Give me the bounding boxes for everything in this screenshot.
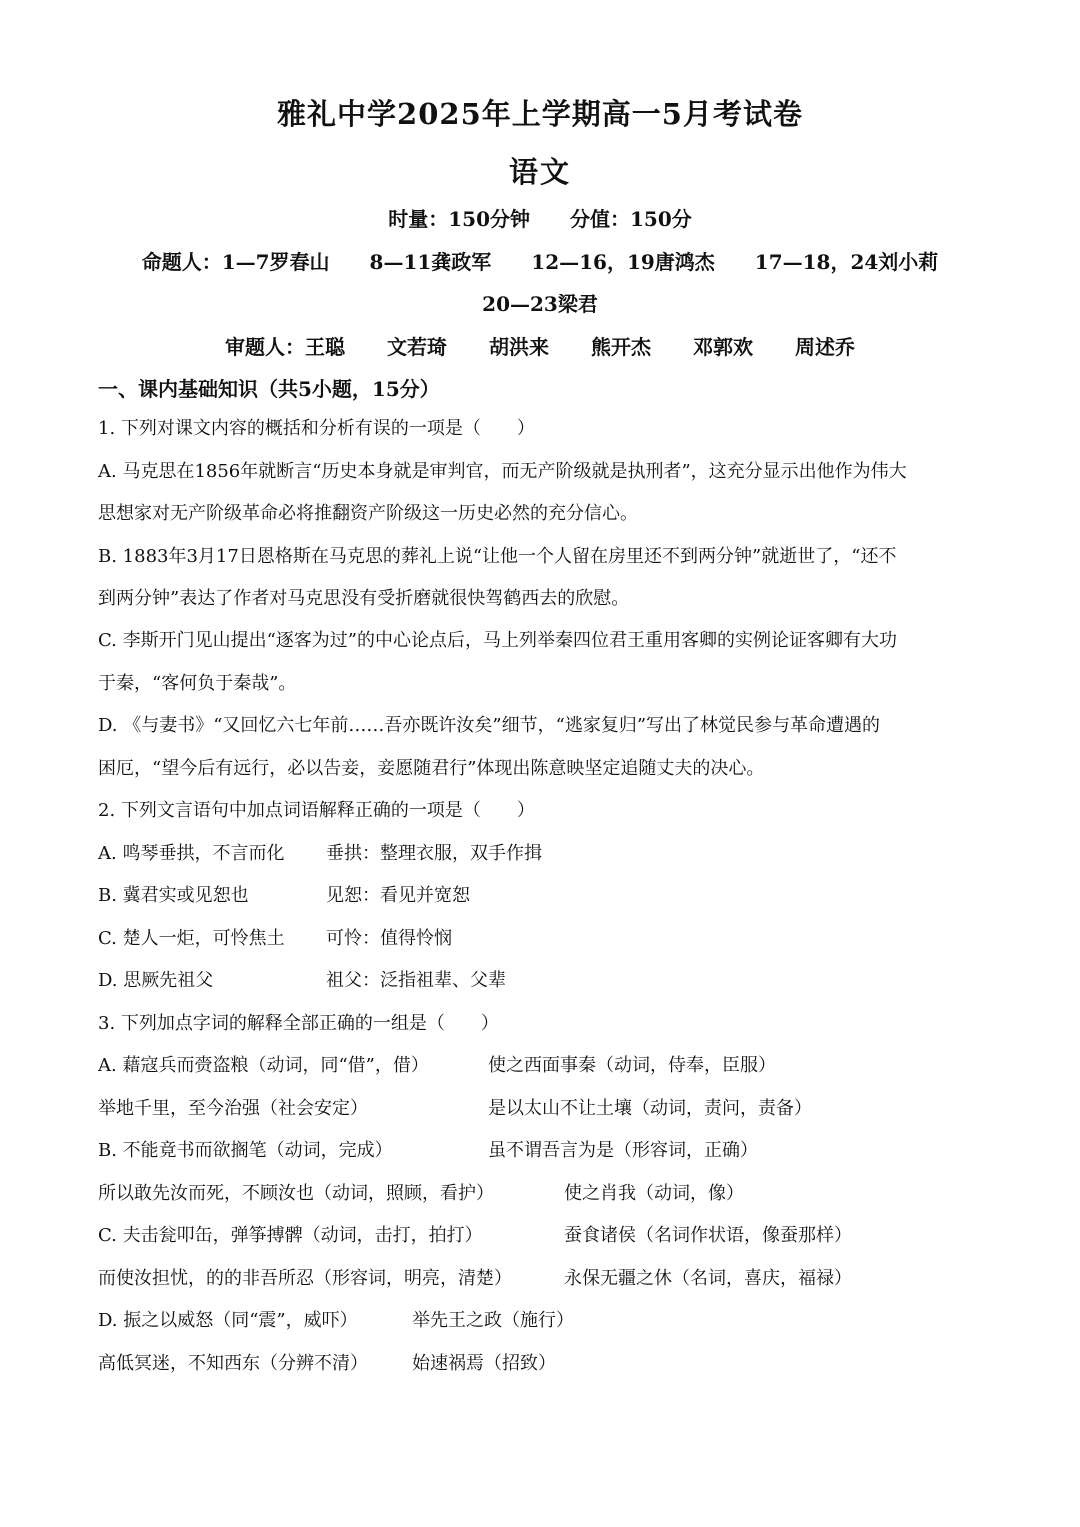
exam-authors-cont: [0, 288, 1080, 317]
q1-option-b: B. 1883年3月17日恩格斯在马克思的葬礼上说“让他一个人留在房里还不到两分钟”就逝世了，“还不: [98, 546, 897, 567]
q3-b-item: B. 不能竟书而欲搁笔（动词，完成）: [98, 1140, 393, 1161]
reviewer: 王聪: [305, 335, 345, 359]
exam-reviewers: [0, 331, 1080, 360]
q1-option-b-cont: 到两分钟”表达了作者对马克思没有受折磨就很快驾鹤西去的欣慰。: [98, 588, 630, 609]
q3-option-a-row1: [98, 1053, 776, 1079]
q1-option-d: D. 《与妻书》“又回忆六七年前……吾亦既许汝矣”细节，“逃家复归”写出了林觉民参与革命遭遇的: [98, 715, 881, 736]
q2-option-d: [98, 968, 506, 994]
question-3-stem: 3. 下列加点字词的解释全部正确的一组是（ ）: [98, 1013, 499, 1034]
authors-label: 命题人：: [141, 250, 222, 274]
q3-option-c-row1: [98, 1223, 852, 1249]
q3-b-item: 虽不谓吾言为是（形容词，正确）: [488, 1140, 758, 1161]
q1-option-a: A. 马克思在1856年就断言“历史本身就是审判官，而无产阶级就是执刑者”，这充分显示出他作为伟大: [98, 461, 907, 482]
q1-option-d-cont: 困厄，“望今后有远行，必以告妾，妾愿随君行”体现出陈意映坚定追随丈夫的决心。: [98, 758, 765, 779]
reviewer: 周述乔: [795, 335, 855, 359]
exam-time-score: [0, 203, 1080, 232]
q3-option-d-row1: [98, 1308, 574, 1334]
exam-title: 雅礼中学2025年上学期高一5月考试卷: [277, 97, 803, 131]
exam-subject: 语文: [508, 155, 571, 189]
q3-d-item: 始速祸焉（招致）: [412, 1353, 556, 1374]
q3-d-item: D. 振之以威怒（同“震”，威吓）: [98, 1310, 358, 1331]
q3-d-item: 高低冥迷，不知西东（分辨不清）: [98, 1353, 368, 1374]
q3-option-b-row2: [98, 1181, 744, 1207]
q2-option-b: [98, 883, 470, 909]
q3-b-item: 使之肖我（动词，像）: [564, 1183, 744, 1204]
q2-option-b-gloss: 见恕：看见并宽恕: [326, 885, 470, 906]
reviewer: 邓郭欢: [693, 335, 753, 359]
author: 8—11龚政军: [369, 250, 492, 274]
time-label: 时量：150分钟: [388, 207, 530, 231]
q3-d-item: 举先王之政（施行）: [412, 1310, 574, 1331]
reviewers-label: 审题人：: [225, 335, 305, 359]
q3-option-b-row1: [98, 1138, 758, 1164]
q3-a-item: A. 藉寇兵而赍盗粮（动词，同“借”，借）: [98, 1055, 429, 1076]
q3-option-d-row2: [98, 1351, 556, 1377]
author: 17—18，24刘小莉: [754, 250, 939, 274]
q3-c-item: 永保无疆之休（名词，喜庆，福禄）: [564, 1268, 852, 1289]
reviewer: 熊开杰: [591, 335, 651, 359]
q2-option-a-sentence: A. 鸣琴垂拱，不言而化: [98, 843, 285, 864]
q3-a-item: 是以太山不让土壤（动词，责问，责备）: [488, 1098, 812, 1119]
score-label: 分值：150分: [570, 207, 692, 231]
q2-option-a-gloss: 垂拱：整理衣服，双手作揖: [326, 843, 542, 864]
q2-option-c: [98, 926, 452, 952]
q2-option-a: [98, 841, 542, 867]
q3-option-c-row2: [98, 1266, 852, 1292]
q3-a-item: 使之西面事秦（动词，侍奉，臣服）: [488, 1055, 776, 1076]
reviewer: 文若琦: [387, 335, 447, 359]
q3-b-item: 所以敢先汝而死，不顾汝也（动词，照顾，看护）: [98, 1183, 494, 1204]
q2-option-c-sentence: C. 楚人一炬，可怜焦土: [98, 928, 285, 949]
q2-option-c-gloss: 可怜：值得怜悯: [326, 928, 452, 949]
q3-option-a-row2: [98, 1096, 812, 1122]
reviewer: 胡洪来: [489, 335, 549, 359]
q2-option-d-sentence: D. 思厥先祖父: [98, 970, 214, 991]
q1-option-a-cont: 思想家对无产阶级革命必将推翻资产阶级这一历史必然的充分信心。: [98, 503, 638, 524]
q1-option-c-cont: 于秦，“客何负于秦哉”。: [98, 673, 297, 694]
q3-c-item: 蚕食诸侯（名词作状语，像蚕那样）: [564, 1225, 852, 1246]
q2-option-d-gloss: 祖父：泛指祖辈、父辈: [326, 970, 506, 991]
author: 12—16，19唐鸿杰: [531, 250, 715, 274]
exam-authors: [0, 246, 1080, 275]
section-heading: 一、课内基础知识（共5小题，15分）: [98, 377, 440, 401]
q3-c-item: 而使汝担忧，的的非吾所忍（形容词，明亮，清楚）: [98, 1268, 512, 1289]
author: 1—7罗春山: [221, 250, 330, 274]
question-1-stem: 1. 下列对课文内容的概括和分析有误的一项是（ ）: [98, 418, 535, 439]
q1-option-c: C. 李斯开门见山提出“逐客为过”的中心论点后，马上列举秦四位君王重用客卿的实例论证客卿有大功: [98, 630, 897, 651]
q3-c-item: C. 夫击瓮叩缶，弹筝搏髀（动词，击打，拍打）: [98, 1225, 483, 1246]
q3-a-item: 举地千里，至今治强（社会安定）: [98, 1098, 368, 1119]
question-2-stem: 2. 下列文言语句中加点词语解释正确的一项是（ ）: [98, 800, 535, 821]
q2-option-b-sentence: B. 冀君实或见恕也: [98, 885, 249, 906]
author: 20—23梁君: [482, 292, 598, 316]
